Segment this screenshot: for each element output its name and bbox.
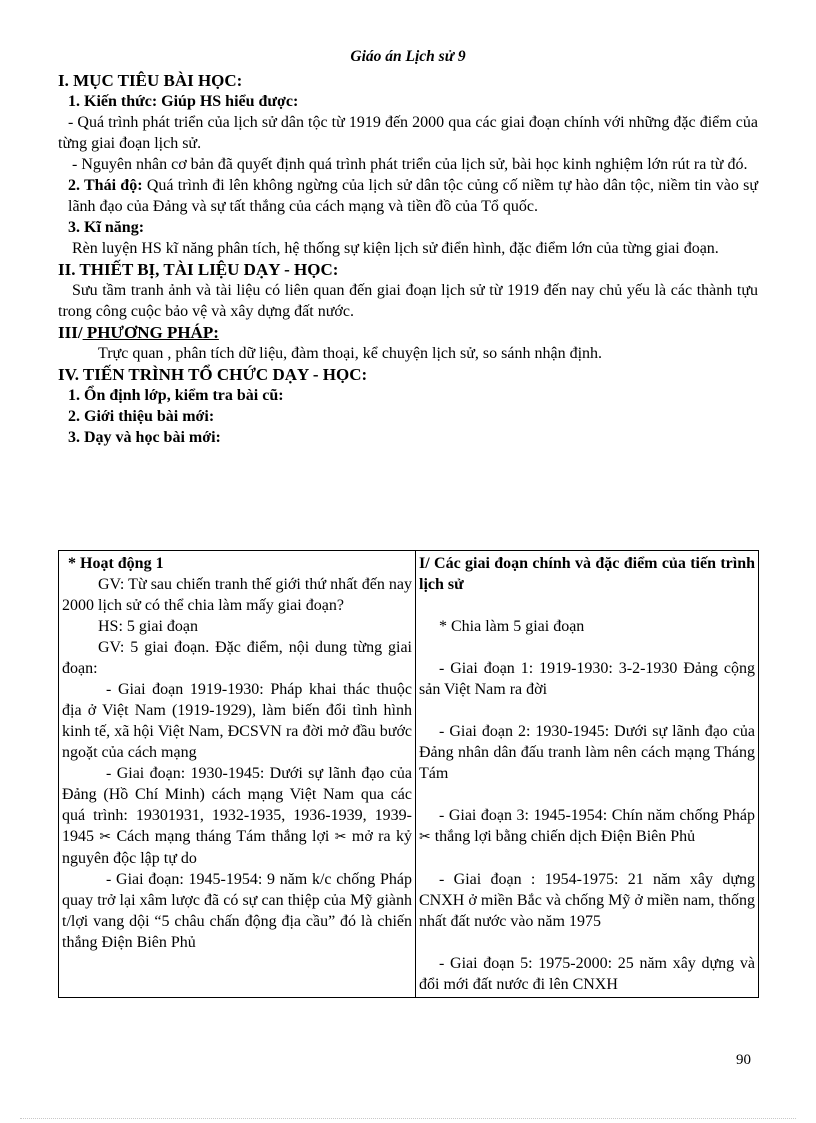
right-paragraph-4-part-a: - Giai đoạn 3: 1945-1954: Chín năm chống Pháp	[439, 807, 755, 824]
left-column-cell	[59, 551, 416, 998]
section-4-item-1: 1. Ổn định lớp, kiểm tra bài cũ:	[68, 387, 284, 404]
right-paragraph-4-part-b: thắng lợi bằng chiến dịch Điện Biên Phủ	[430, 828, 696, 845]
section-1-title: I. MỤC TIÊU BÀI HỌC:	[58, 71, 243, 90]
section-2-title: II. THIẾT BỊ, TÀI LIỆU DẠY - HỌC:	[58, 260, 339, 279]
right-paragraph-2: - Giai đoạn 1: 1919-1930: 3-2-1930 Đảng cộng sản Việt Nam ra đời	[419, 660, 755, 698]
section-2-paragraph: Sưu tầm tranh ảnh và tài liệu có liên quan đến giai đoạn lịch sử từ 1919 đến nay chủ yếu là các thành tựu trong công cuộc bảo vệ và xây dựng đất nước.	[58, 282, 758, 320]
left-paragraph-5-part-a: - Giai đoạn: 1930-1945: Dưới sự lãnh đạo của Đảng (Hồ Chí Minh) cách mạng Việt Nam qua các quá trình: 19301931, 1932-1935, 1936-1939, 1939-1945	[62, 765, 412, 845]
left-paragraph-5-part-c: mở ra kỷ nguyên độc lập tự do	[62, 828, 412, 867]
right-paragraph-5: - Giai đoạn : 1954-1975: 21 năm xây dựng CNXH ở miền Bắc và chống Mỹ ở miền nam, thống nhất đất nước vào năm 1975	[419, 871, 755, 930]
kinang-title: 3. Kĩ năng:	[68, 219, 145, 236]
kienthuc-paragraph-2: - Nguyên nhân cơ bản đã quyết định quá trình phát triển của lịch sử, bài học kinh nghiệm lớn rút ra từ đó.	[72, 156, 748, 173]
left-paragraph-6: - Giai đoạn: 1945-1954: 9 năm k/c chống Pháp quay trở lại xâm lược đã có sự can thiệp của Mỹ giành t/lợi vang dội “5 châu chấn động địa cầu” đó là chiến thắng Điện Biên Phủ	[62, 871, 412, 951]
section-3-heading: PHƯƠNG PHÁP:	[82, 323, 219, 342]
page-bottom-divider	[20, 1118, 796, 1119]
right-column-cell	[416, 551, 759, 998]
document-page	[58, 48, 758, 448]
right-section-heading: I/ Các giai đoạn chính và đặc điểm của tiến trình lịch sử	[419, 555, 755, 593]
section-3-paragraph: Trực quan , phân tích dữ liệu, đàm thoại, kể chuyện lịch sử, so sánh nhận định.	[98, 345, 603, 362]
left-paragraph-3: GV: 5 giai đoạn. Đặc điểm, nội dung từng giai đoạn:	[62, 639, 412, 677]
right-paragraph-4	[419, 805, 755, 848]
left-paragraph-4: - Giai đoạn 1919-1930: Pháp khai thác thuộc địa ở Việt Nam (1919-1929), làm biến đổi tình hình kinh tế, xã hội Việt Nam, ĐCSVN ra đời mở đầu bước ngoặt của cách mạng	[62, 681, 412, 761]
left-paragraph-5-part-b: Cách mạng tháng Tám thắng lợi	[111, 828, 335, 845]
scissor-icon: ✂	[99, 829, 112, 845]
kienthuc-title: 1. Kiến thức: Giúp HS hiểu được:	[68, 93, 299, 110]
section-4-title: IV. TIẾN TRÌNH TỔ CHỨC DẠY - HỌC:	[58, 365, 368, 384]
left-paragraph-5	[62, 763, 412, 869]
section-4-item-3: 3. Dạy và học bài mới:	[68, 429, 221, 446]
left-paragraph-1: GV: Từ sau chiến tranh thế giới thứ nhất đến nay 2000 lịch sử có thể chia làm mấy giai đoạn?	[62, 576, 412, 614]
left-paragraph-2: HS: 5 giai đoạn	[98, 618, 198, 635]
thaido-text: Quá trình đi lên không ngừng của lịch sử dân tộc củng cố niềm tự hào dân tộc, niềm tin vào sự lãnh đạo của Đảng và sự tất thắng của cách mạng và tiền đồ của Tổ quốc.	[68, 177, 759, 215]
lesson-table	[58, 550, 759, 998]
section-3-title	[58, 322, 758, 343]
thaido-label: 2. Thái độ:	[68, 177, 143, 194]
table-row	[59, 551, 759, 998]
kienthuc-paragraph-1: - Quá trình phát triển của lịch sử dân tộc từ 1919 đến 2000 qua các giai đoạn chính với những đặc điểm của từng giai đoạn lịch sử.	[58, 114, 758, 152]
right-paragraph-3: - Giai đoạn 2: 1930-1945: Dưới sự lãnh đạo của Đảng nhân dân đấu tranh làm nên cách mạng Tháng Tám	[419, 723, 755, 782]
document-header-title: Giáo án Lịch sử 9	[350, 48, 466, 65]
right-paragraph-6: - Giai đoạn 5: 1975-2000: 25 năm xây dựng và đổi mới đất nước đi lên CNXH	[419, 955, 755, 993]
left-activity-heading: * Hoạt động 1	[68, 555, 164, 572]
scissor-icon: ✂	[419, 829, 431, 845]
thaido-paragraph	[68, 175, 758, 217]
right-paragraph-1: * Chia làm 5 giai đoạn	[439, 618, 585, 635]
section-3-prefix: III/	[58, 323, 83, 342]
scissor-icon: ✂	[334, 829, 347, 845]
section-4-item-2: 2. Giới thiệu bài mới:	[68, 408, 215, 425]
kinang-paragraph: Rèn luyện HS kĩ năng phân tích, hệ thống sự kiện lịch sử điển hình, đặc điểm lớn của từng giai đoạn.	[72, 240, 719, 257]
page-number: 90	[736, 1052, 751, 1068]
